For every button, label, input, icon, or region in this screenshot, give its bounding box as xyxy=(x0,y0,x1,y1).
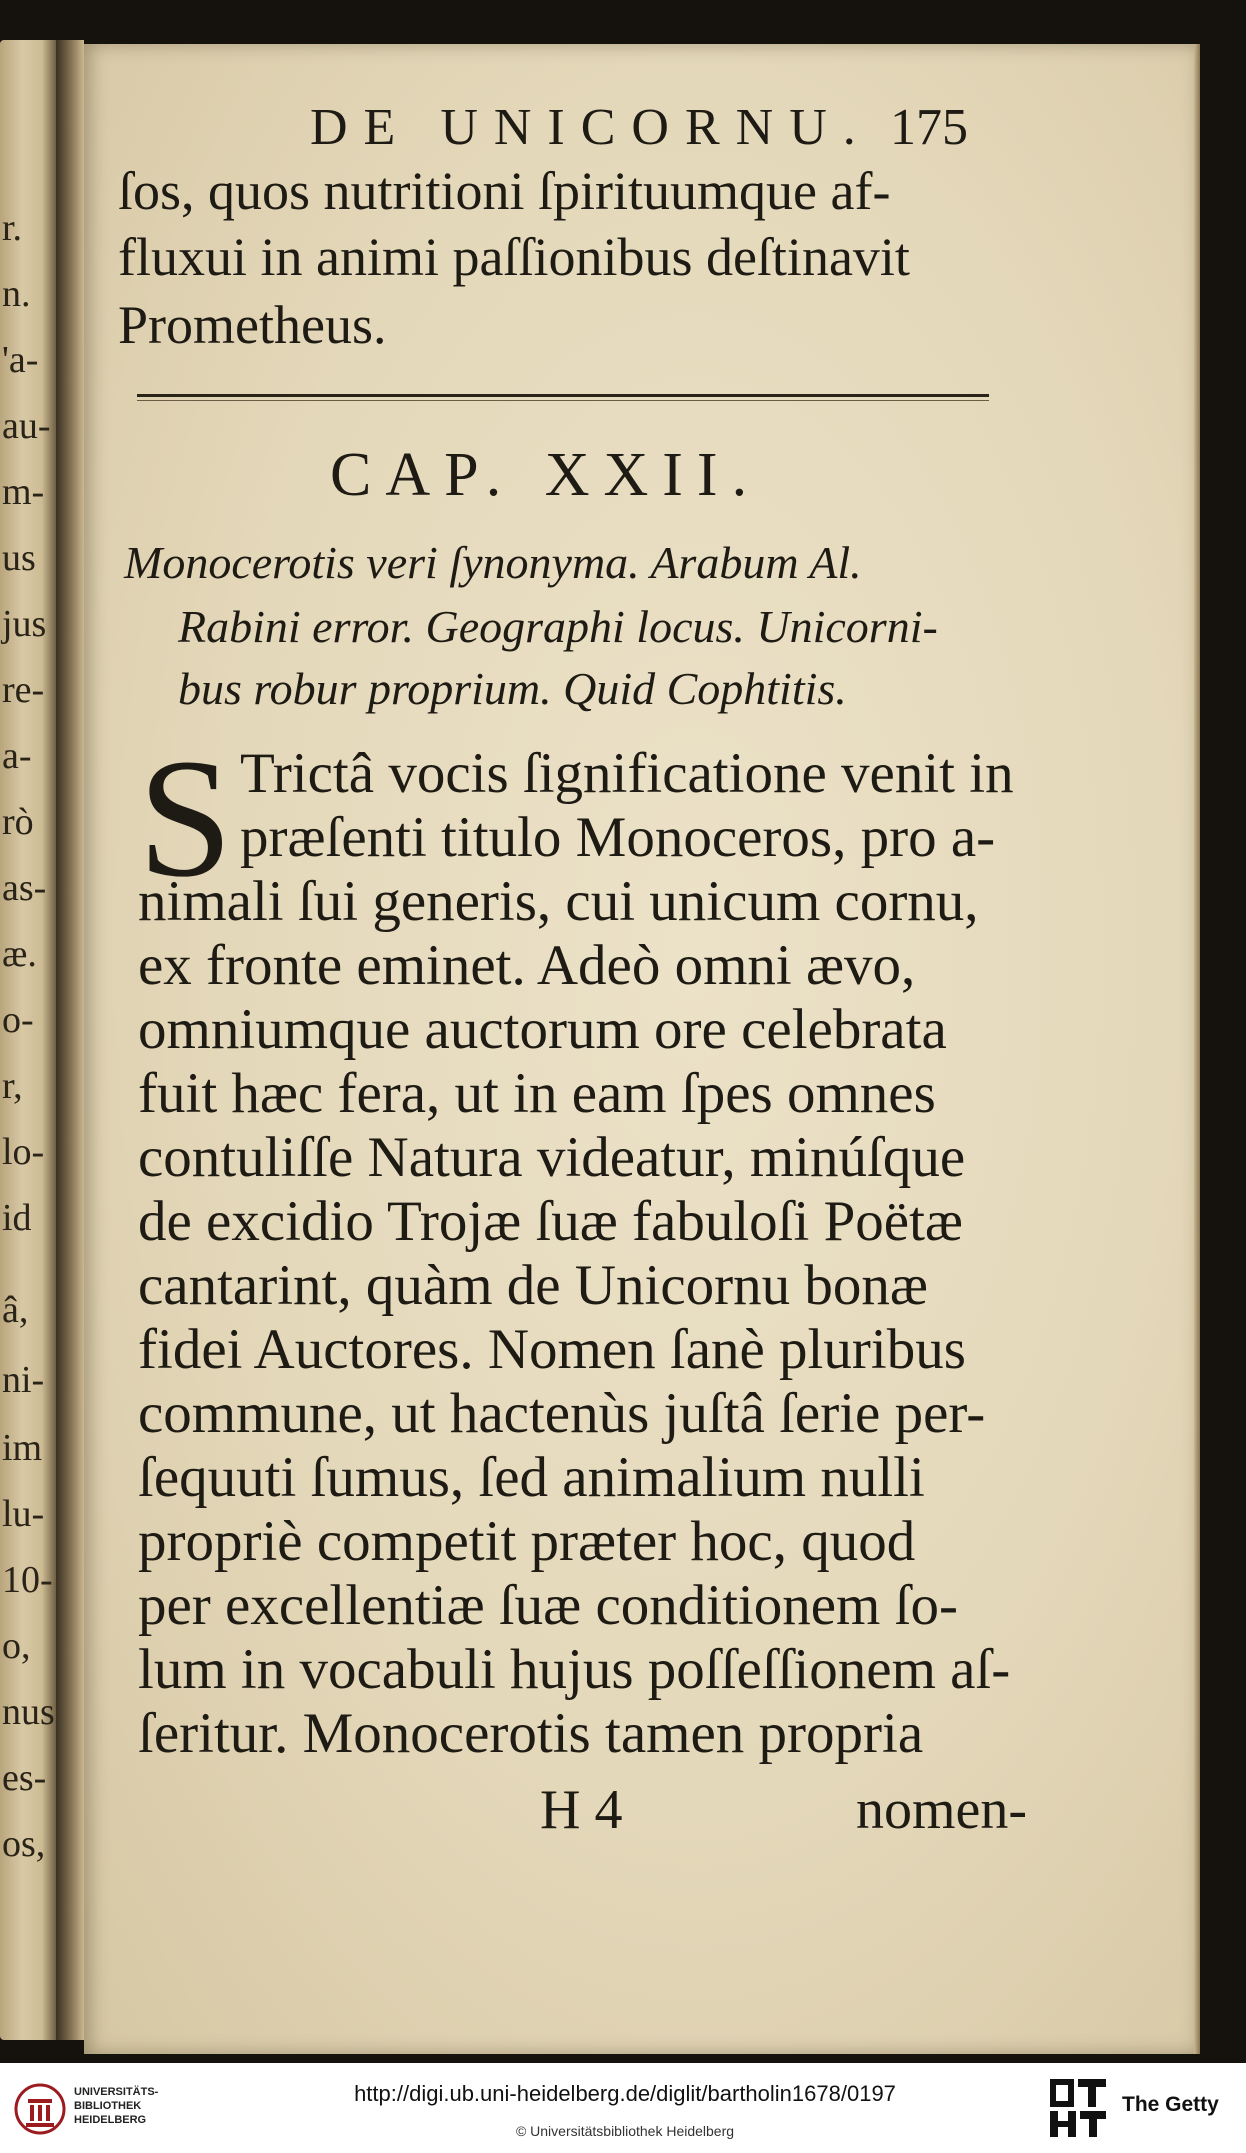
body-line: fuit hæc fera, ut in eam ſpes omnes xyxy=(138,1062,936,1125)
running-head: DE UNICORNU. xyxy=(310,99,872,156)
signature-mark: H 4 xyxy=(540,1779,623,1841)
page-number: 175 xyxy=(890,99,968,156)
facing-fragment: re- xyxy=(2,669,45,711)
facing-fragment: r. xyxy=(2,207,23,249)
body-line: Trictâ vocis ſignificatione venit in xyxy=(240,742,1014,805)
facing-fragment: â, xyxy=(2,1289,29,1331)
library-name-line: UNIVERSITÄTS- xyxy=(74,2086,159,2098)
university-library-logo-icon xyxy=(14,2081,66,2137)
body-line: ex fronte eminet. Adeò omni ævo, xyxy=(138,934,916,997)
catchword: nomen- xyxy=(856,1779,1028,1841)
body-line: præſenti titulo Monoceros, pro a- xyxy=(240,806,996,869)
facing-page-fragments xyxy=(0,40,56,2040)
page-edge xyxy=(1194,44,1200,2054)
copyright-notice: © Universitätsbibliothek Heidelberg xyxy=(515,2123,735,2139)
library-name-line: BIBLIOTHEK xyxy=(74,2100,142,2112)
permalink-url[interactable]: http://digi.ub.uni-heidelberg.de/diglit/bartholin1678/0197 xyxy=(354,2081,896,2106)
body-line: lum in vocabuli hujus poſſeſſionem aſ- xyxy=(138,1638,1011,1701)
drop-cap: S xyxy=(138,724,233,912)
facing-fragment: a- xyxy=(2,735,32,777)
continuation-line: fluxui in animi paſſionibus deſtinavit xyxy=(118,227,910,287)
body-line: ſeritur. Monocerotis tamen propria xyxy=(138,1702,924,1765)
body-line: nimali ſui generis, cui unicum cornu, xyxy=(138,870,979,933)
viewer-footer xyxy=(0,2063,1246,2153)
facing-fragment: n. xyxy=(2,273,31,315)
getty-logo-icon xyxy=(1048,2077,1108,2139)
facing-fragment: rò xyxy=(2,801,34,843)
body-line: de excidio Trojæ ſuæ fabuloſi Poëtæ xyxy=(138,1190,963,1253)
section-rule xyxy=(137,394,989,397)
facing-fragment: 'a- xyxy=(2,339,39,381)
facing-fragment: æ. xyxy=(2,933,37,975)
facing-fragment: im xyxy=(2,1427,43,1469)
facing-fragment: au- xyxy=(2,405,51,447)
facing-fragment: o, xyxy=(2,1625,31,1667)
body-line: contuliſſe Natura videatur, minúſque xyxy=(138,1126,966,1189)
book-gutter xyxy=(56,40,84,2040)
chapter-summary-line: bus robur proprium. Quid Cophtitis. xyxy=(178,663,847,714)
body-line: fidei Auctores. Nomen ſanè pluribus xyxy=(138,1318,966,1381)
facing-fragment: m- xyxy=(2,471,45,513)
facing-fragment: as- xyxy=(2,867,47,909)
chapter-summary-line: Rabini error. Geographi locus. Unicorni- xyxy=(178,601,938,652)
facing-fragment: jus xyxy=(2,603,47,645)
body-line: cantarint, quàm de Unicornu bonæ xyxy=(138,1254,928,1317)
facing-fragment: lu- xyxy=(2,1493,45,1535)
facing-fragment: 10- xyxy=(2,1559,53,1601)
facing-fragment: os, xyxy=(2,1823,46,1865)
chapter-summary-line: Monocerotis veri ſynonyma. Arabum Al. xyxy=(124,537,862,588)
continuation-line: Prometheus. xyxy=(118,295,387,355)
body-line: commune, ut hactenùs juſtâ ſerie per- xyxy=(138,1382,986,1445)
facing-fragment: es- xyxy=(2,1757,47,1799)
facing-fragment: lo- xyxy=(2,1131,45,1173)
facing-page-edge xyxy=(0,40,56,2040)
library-name-line: HEIDELBERG xyxy=(74,2114,147,2126)
facing-fragment: o- xyxy=(2,999,34,1041)
facing-fragment: id xyxy=(2,1197,32,1239)
body-line: per excellentiæ ſuæ conditionem ſo- xyxy=(138,1574,958,1637)
body-line: ſequuti ſumus, ſed animalium nulli xyxy=(138,1446,925,1509)
facing-fragment: ni- xyxy=(2,1359,45,1401)
library-name xyxy=(74,2085,234,2139)
partner-name: The Getty xyxy=(1122,2093,1219,2116)
body-line: propriè competit præter hoc, quod xyxy=(138,1510,916,1573)
continuation-line: ſos, quos nutritioni ſpirituumque af- xyxy=(118,161,891,221)
chapter-heading: CAP. XXII. xyxy=(330,441,762,509)
facing-fragment: nus xyxy=(2,1691,55,1733)
facing-fragment: us xyxy=(2,537,36,579)
facing-fragment: r, xyxy=(2,1065,23,1107)
section-rule-shadow xyxy=(137,400,989,401)
body-line: omniumque auctorum ore celebrata xyxy=(138,998,947,1061)
